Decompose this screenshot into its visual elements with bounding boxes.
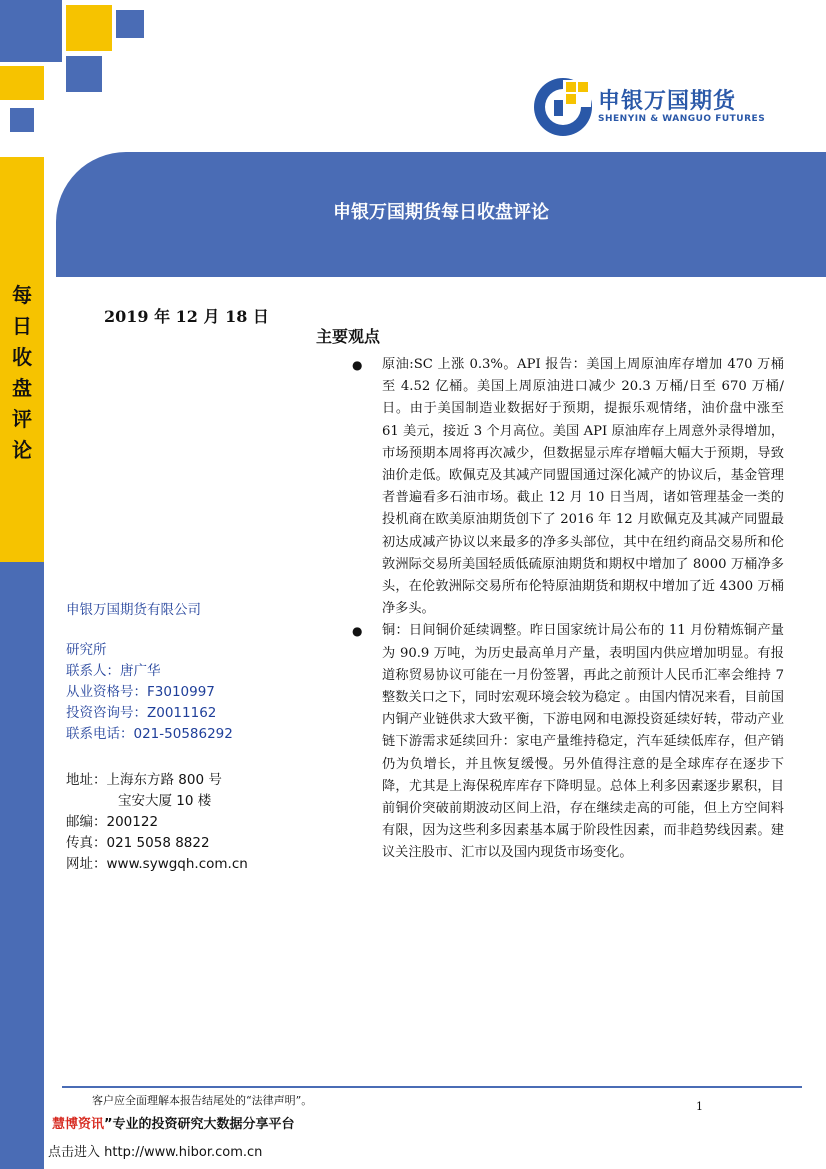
watermark-brand: 慧博资讯 [52, 1117, 105, 1132]
qualification-number: 从业资格号：F3010997 [66, 684, 215, 700]
footer-note: 客户应全面理解本报告结尾处的“法律声明”。 [92, 1094, 313, 1107]
bullet-text: 铜：日间铜价延续调整。昨日国家统计局公布的 11 月份精炼铜产量为 90.9 万吨，为历史最高单月产量，表明国内供应增加明显。有报道称贸易协议可能在一月份签署，再此之前预计人民币汇率会维持 7 整数关口之下，同时宏观环境会较为稳定 。由国内情况来看，目前国内铜产业链供求大致平衡，下游电网和电源投资延续好转，带动产业链下游需求延续回升：家电产量维持稳定，汽车延续低库存，但产销仍为负增长，并且恢复缓慢。另外值得注意的是全球库存在逐步下降，尤其是上海保税库库存下降明显。总体上利多因素逐步累积，目前铜价突破前期波动区间上沿，存在继续走高的可能，但上方空间料有限，因为这些利多因素基本属于阶段性因素，而非趋势线因素。建议关注股市、汇市以及国内现货市场变化。 [382, 623, 784, 861]
address-block [66, 770, 248, 875]
deco-square [66, 56, 102, 92]
postcode: 邮编：200122 [66, 814, 159, 830]
deco-square [10, 108, 34, 132]
bullet-icon: ● [352, 624, 363, 639]
contact-phone: 联系电话：021-50586292 [66, 726, 233, 742]
company-logo-icon [532, 76, 594, 138]
watermark-brand-line [52, 1113, 295, 1132]
deco-square [0, 66, 44, 100]
fax: 传真：021 5058 8822 [66, 835, 210, 851]
side-label: 每 日 收 盘 评 论 [12, 283, 32, 462]
logo-name-en: SHENYIN & WANGUO FUTURES [598, 114, 766, 124]
report-title: 申银万国期货每日收盘评论 [333, 202, 549, 223]
watermark-tagline: ”专业的投资研究大数据分享平台 [104, 1117, 295, 1132]
address-line-2: 宝安大厦 10 楼 [118, 793, 212, 809]
contact-block [66, 640, 233, 745]
footer-divider [62, 1086, 802, 1088]
side-stripe-blue [0, 562, 44, 1169]
bullet-icon: ● [352, 358, 363, 372]
deco-square [66, 5, 112, 51]
dept: 研究所 [66, 642, 107, 658]
section-title: 主要观点 [316, 327, 381, 346]
company-name: 申银万国期货有限公司 [66, 602, 201, 618]
bullet-text: 原油:SC 上涨 0.3%。API 报告：美国上周原油库存增加 470 万桶至 4.52 亿桶。美国上周原油进口减少 20.3 万桶/日至 670 万桶/日。由于美国制造业数据好于预期，提振乐观情绪，油价盘中涨至 61 美元，接近 3 个月高位。美国 API 原油库存上周意外录得增加，市场预期本周将再次减少，但数据显示库存增幅大幅大于预期，导致油价走低。欧佩克及其减产同盟国通过深化减产的协议后，基金管理者普遍看多石油市场。截止 12 月 10 日当周，诸如管理基金一类的投机商在欧美原油期货创下了 2016 年 12 月欧佩克及其减产同盟最初达成减产协议以来最多的净多头部位，其中在纽约商品交易所和伦敦洲际交易所美国轻质低硫原油期货和期权中增加了 8000 万桶净多头，在伦敦洲际交易所布伦特原油期货和期权中增加了近 4300 万桶净多头。 [382, 357, 784, 617]
list-item [352, 620, 784, 864]
page-number: 1 [696, 1100, 703, 1113]
logo-name-cn: 申银万国期货 [598, 89, 737, 114]
list-item [352, 354, 784, 620]
key-points-list [352, 354, 784, 865]
website: 网址：www.sywgqh.com.cn [66, 856, 248, 872]
deco-square [0, 0, 62, 62]
watermark-link[interactable]: 点击进入 http://www.hibor.com.cn [48, 1145, 263, 1160]
deco-square [116, 10, 144, 38]
report-date: 2019 年 12 月 18 日 [104, 307, 269, 326]
consult-number: 投资咨询号：Z0011162 [66, 705, 217, 721]
address-line-1: 地址：上海东方路 800 号 [66, 772, 222, 788]
contact-person: 联系人：唐广华 [66, 663, 161, 679]
